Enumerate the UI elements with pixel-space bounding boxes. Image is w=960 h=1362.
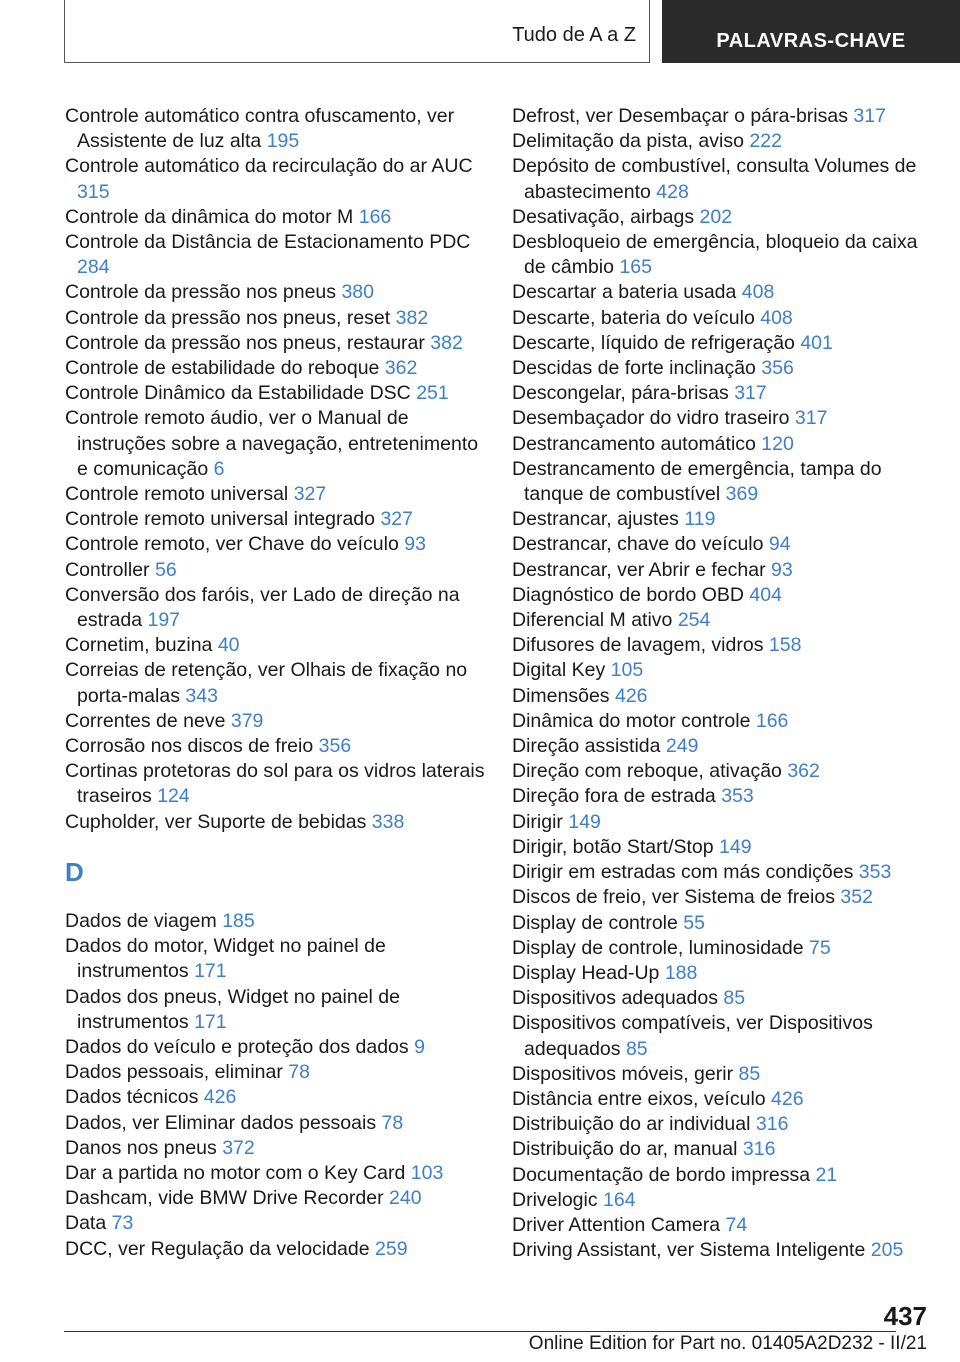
index-entry-page-link[interactable]: 85 <box>723 987 746 1010</box>
index-entry-page-link[interactable]: 9 <box>414 1035 425 1058</box>
index-entry-term: Controle remoto universal <box>65 483 289 506</box>
index-entry-page-link[interactable]: 171 <box>194 960 227 983</box>
index-entry <box>65 558 485 583</box>
index-entry <box>512 936 937 961</box>
index-entry-page-link[interactable]: 404 <box>749 583 782 606</box>
index-entry <box>65 482 485 507</box>
index-entry-page-link[interactable]: 197 <box>147 609 181 632</box>
index-entry-page-link[interactable]: 317 <box>853 105 886 127</box>
index-entry-page-link[interactable]: 254 <box>677 609 711 632</box>
index-entry-term: Dados pessoais, eliminar <box>65 1061 283 1084</box>
index-entry-page-link[interactable]: 78 <box>381 1111 404 1134</box>
index-entry <box>512 759 937 784</box>
index-entry <box>512 1011 937 1061</box>
index-entry-page-link[interactable]: 369 <box>725 483 759 506</box>
index-group-c <box>65 104 485 835</box>
index-entry-term: Desembaçador do vidro traseiro <box>512 407 790 430</box>
index-entry <box>65 658 485 708</box>
index-entry-term: Digital Key <box>512 659 606 682</box>
index-entry-term: Descongelar, pára-brisas <box>512 382 729 405</box>
header-section-title: Tudo de A a Z <box>512 24 636 46</box>
index-entry-term: Display de controle <box>512 911 678 934</box>
index-entry <box>512 1087 937 1112</box>
index-entry-page-link[interactable]: 352 <box>840 886 873 909</box>
index-entry-page-link[interactable]: 317 <box>734 382 767 405</box>
index-entry-page-link[interactable]: 426 <box>771 1087 804 1110</box>
index-entry <box>512 381 937 406</box>
index-entry-page-link[interactable]: 284 <box>77 256 110 279</box>
index-entry <box>65 985 485 1035</box>
index-entry-page-link[interactable]: 251 <box>416 382 449 405</box>
index-entry-term: Desbloqueio de emergência, bloqueio da caixa de câmbio <box>512 231 918 279</box>
index-entry-term: Desativação, airbags <box>512 205 695 228</box>
index-entry <box>65 356 485 381</box>
index-entry-page-link[interactable]: 428 <box>656 180 689 203</box>
index-entry <box>512 558 937 583</box>
index-entry-page-link[interactable]: 40 <box>217 634 240 657</box>
index-entry <box>65 1136 485 1161</box>
index-entry <box>512 633 937 658</box>
index-entry <box>65 1060 485 1085</box>
index-entry-term: Conversão dos faróis, ver Lado de direção na estrada <box>65 583 460 632</box>
index-entry-term: Dirigir <box>512 810 563 833</box>
index-entry-term: Direção com reboque, ativação <box>512 760 782 783</box>
index-entry-page-link[interactable]: 202 <box>699 205 733 228</box>
index-entry-term: Cornetim, buzina <box>65 634 213 657</box>
index-entry-page-link[interactable]: 353 <box>858 861 892 884</box>
index-entry-page-link[interactable]: 317 <box>794 407 828 430</box>
index-entry-page-link[interactable]: 408 <box>760 306 793 329</box>
index-group-d-continued <box>512 104 937 1263</box>
index-entry <box>512 860 937 885</box>
index-entry <box>65 507 485 532</box>
index-entry-term: Controle automático da recirculação do ar AUC <box>65 155 473 178</box>
index-entry-term: Driving Assistant, ver Sistema Inteligente <box>512 1239 866 1262</box>
header-chapter-tab: PALAVRAS-CHAVE <box>662 0 960 63</box>
index-entry-page-link[interactable]: 185 <box>222 909 255 932</box>
index-entry <box>65 331 485 356</box>
index-entry-page-link[interactable]: 21 <box>815 1163 838 1186</box>
index-entry <box>512 784 937 809</box>
index-entry-term: Controle automático contra ofuscamento, ver Assistente de luz alta <box>65 105 455 153</box>
index-entry-term: Difusores de lavagem, vidros <box>512 634 764 657</box>
index-entry-term: Controle remoto áudio, ver o Manual de instruções sobre a navegação, entretenimento e comunicação <box>65 407 479 480</box>
index-entry-term: Controle da pressão nos pneus, restaurar <box>65 331 425 354</box>
index-entry-page-link[interactable]: 315 <box>77 180 110 203</box>
index-entry <box>512 306 937 331</box>
index-entry <box>512 608 937 633</box>
index-entry <box>512 532 937 557</box>
index-entry-page-link[interactable]: 356 <box>318 735 352 758</box>
index-entry-page-link[interactable]: 205 <box>870 1239 904 1262</box>
index-entry-term: Dirigir, botão Start/Stop <box>512 835 714 858</box>
index-entry <box>65 810 485 835</box>
index-entry <box>512 986 937 1011</box>
index-entry-term: Dispositivos adequados <box>512 987 718 1010</box>
index-entry <box>65 909 485 934</box>
index-entry-page-link[interactable]: 380 <box>341 281 374 304</box>
index-entry-term: Dashcam, vide BMW Drive Recorder <box>65 1187 384 1210</box>
index-entry-page-link[interactable]: 149 <box>719 835 752 858</box>
index-entry-term: Dispositivos compatíveis, ver Dispositivos adequados <box>512 1012 873 1060</box>
index-entry <box>65 532 485 557</box>
index-entry-term: Descarte, bateria do veículo <box>512 306 755 329</box>
index-entry <box>512 507 937 532</box>
index-entry-page-link[interactable]: 338 <box>371 810 405 833</box>
index-entry-term: Correias de retenção, ver Olhais de fixação no porta-malas <box>65 659 468 707</box>
index-entry-page-link[interactable]: 362 <box>787 760 820 783</box>
index-entry-page-link[interactable]: 164 <box>603 1188 636 1211</box>
index-entry-page-link[interactable]: 259 <box>375 1237 408 1260</box>
index-entry-term: Controller <box>65 558 150 581</box>
index-entry-page-link[interactable]: 327 <box>380 508 413 531</box>
index-entry <box>512 154 937 204</box>
index-entry-term: Cortinas protetoras do sol para os vidros laterais traseiros <box>65 760 485 808</box>
index-entry-term: Dimensões <box>512 684 610 707</box>
index-entry-page-link[interactable]: 93 <box>771 558 793 581</box>
index-entry-term: Dispositivos móveis, gerir <box>512 1062 734 1085</box>
index-entry <box>512 129 937 154</box>
index-entry <box>65 734 485 759</box>
index-entry <box>512 1137 937 1162</box>
index-entry <box>512 1188 937 1213</box>
index-entry-term: Dinâmica do motor controle <box>512 709 751 732</box>
index-entry <box>65 759 485 809</box>
index-entry-term: Direção fora de estrada <box>512 785 716 808</box>
index-entry-page-link[interactable]: 75 <box>809 936 831 959</box>
index-entry-page-link[interactable]: 85 <box>625 1037 648 1060</box>
index-entry-term: Distribuição do ar individual <box>512 1113 751 1136</box>
index-entry <box>512 734 937 759</box>
index-entry-page-link[interactable]: 124 <box>157 785 190 808</box>
index-entry-page-link[interactable]: 195 <box>266 130 300 153</box>
index-entry-page-link[interactable]: 6 <box>213 457 225 480</box>
index-entry-page-link[interactable]: 188 <box>664 961 698 984</box>
index-entry-term: Diferencial M ativo <box>512 609 673 632</box>
index-entry-page-link[interactable]: 74 <box>725 1213 748 1236</box>
index-entry-term: Descartar a bateria usada <box>512 281 737 304</box>
index-entry-term: Data <box>65 1212 107 1235</box>
index-entry-page-link[interactable]: 94 <box>768 533 791 556</box>
index-entry <box>512 432 937 457</box>
index-entry-term: Delimitação da pista, aviso <box>512 130 744 153</box>
index-entry-page-link[interactable]: 158 <box>768 634 802 657</box>
index-entry-term: Discos de freio, ver Sistema de freios <box>512 886 835 909</box>
index-entry-term: Descidas de forte inclinação <box>512 357 756 380</box>
index-entry-term: Correntes de neve <box>65 709 226 732</box>
index-entry <box>65 306 485 331</box>
index-entry-term: Dados técnicos <box>65 1086 199 1109</box>
index-entry <box>512 1112 937 1137</box>
index-entry-page-link[interactable]: 93 <box>404 533 426 556</box>
index-entry-page-link[interactable]: 85 <box>738 1062 761 1085</box>
index-group-d <box>65 909 485 1262</box>
index-entry-page-link[interactable]: 78 <box>288 1061 310 1084</box>
index-entry-page-link[interactable]: 165 <box>619 256 652 279</box>
index-entry-term: Cupholder, ver Suporte de bebidas <box>65 810 367 833</box>
index-entry-page-link[interactable]: 222 <box>749 130 782 153</box>
index-entry-page-link[interactable]: 408 <box>741 281 775 304</box>
index-entry-term: Destrancar, chave do veículo <box>512 533 764 556</box>
index-entry <box>512 684 937 709</box>
index-entry-page-link[interactable]: 240 <box>389 1187 422 1210</box>
index-entry-term: Destrancar, ver Abrir e fechar <box>512 558 766 581</box>
index-entry-term: Defrost, ver Desembaçar o pára-brisas <box>512 105 848 127</box>
section-letter: D <box>65 856 84 887</box>
index-entry-term: Diagnóstico de bordo OBD <box>512 583 744 606</box>
index-entry-page-link[interactable]: 73 <box>111 1212 134 1235</box>
index-entry-term: Destrancamento de emergência, tampa do tanque de combustível <box>512 457 882 506</box>
index-entry-term: Distribuição do ar, manual <box>512 1138 738 1161</box>
index-entry <box>65 104 485 154</box>
index-entry-term: Corrosão nos discos de freio <box>65 735 314 758</box>
page-number: 437 <box>883 1301 927 1331</box>
index-entry <box>65 154 485 204</box>
index-entry <box>512 911 937 936</box>
index-entry-term: Destrancamento automático <box>512 432 756 455</box>
index-entry-page-link[interactable]: 382 <box>430 331 463 354</box>
index-entry <box>65 709 485 734</box>
index-entry-page-link[interactable]: 426 <box>614 684 648 707</box>
index-entry <box>512 835 937 860</box>
index-entry <box>65 1035 485 1060</box>
index-entry-term: Drivelogic <box>512 1188 598 1211</box>
index-entry-term: Dados dos pneus, Widget no painel de instrumentos <box>65 985 400 1033</box>
index-entry <box>65 381 485 406</box>
index-entry-term: Documentação de bordo impressa <box>512 1163 811 1186</box>
index-entry-term: Dirigir em estradas com más condições <box>512 861 854 884</box>
index-entry <box>512 810 937 835</box>
index-entry-page-link[interactable]: 120 <box>761 432 794 455</box>
index-entry-term: Destrancar, ajustes <box>512 508 679 531</box>
index-entry <box>65 1211 485 1236</box>
index-entry <box>512 356 937 381</box>
index-entry-page-link[interactable]: 327 <box>293 483 327 506</box>
index-entry-term: Controle Dinâmico da Estabilidade DSC <box>65 382 411 405</box>
index-entry-term: Driver Attention Camera <box>512 1213 721 1236</box>
index-entry-page-link[interactable]: 249 <box>665 735 699 758</box>
index-column-left <box>65 104 485 1262</box>
index-entry <box>512 1213 937 1238</box>
index-entry <box>512 205 937 230</box>
index-entry-page-link[interactable]: 379 <box>230 709 264 732</box>
index-entry-page-link[interactable]: 343 <box>185 684 218 707</box>
index-entry-page-link[interactable]: 55 <box>683 911 705 934</box>
index-entry-page-link[interactable]: 382 <box>395 306 429 329</box>
index-entry-page-link[interactable]: 119 <box>684 508 716 531</box>
footer-divider <box>64 1331 896 1332</box>
index-entry-term: Controle remoto universal integrado <box>65 508 376 531</box>
index-entry <box>65 633 485 658</box>
index-entry-page-link[interactable]: 103 <box>410 1161 444 1184</box>
index-entry <box>512 709 937 734</box>
index-entry-page-link[interactable]: 372 <box>222 1136 255 1159</box>
index-entry-term: DCC, ver Regulação da velocidade <box>65 1237 370 1260</box>
index-entry-page-link[interactable]: 171 <box>194 1010 227 1033</box>
index-column-right <box>512 104 937 1263</box>
index-entry-term: Display Head-Up <box>512 961 660 984</box>
index-entry <box>65 1186 485 1211</box>
index-entry-page-link[interactable]: 166 <box>358 205 392 228</box>
index-entry <box>512 1163 937 1188</box>
index-entry <box>512 885 937 910</box>
index-entry-term: Dar a partida no motor com o Key Card <box>65 1161 406 1184</box>
index-entry-term: Distância entre eixos, veículo <box>512 1087 766 1110</box>
index-entry-term: Controle da pressão nos pneus <box>65 281 337 304</box>
index-entry <box>65 934 485 984</box>
index-entry-page-link[interactable]: 149 <box>568 810 601 833</box>
index-entry-page-link[interactable]: 316 <box>742 1138 776 1161</box>
index-entry-term: Controle da Distância de Estacionamento PDC <box>65 231 471 254</box>
index-entry-term: Danos nos pneus <box>65 1136 217 1159</box>
index-entry-term: Controle da pressão nos pneus, reset <box>65 306 391 329</box>
index-entry-term: Dados de viagem <box>65 909 217 932</box>
index-entry <box>512 961 937 986</box>
index-entry-page-link[interactable]: 362 <box>384 357 418 380</box>
index-entry-page-link[interactable]: 356 <box>761 357 794 380</box>
index-entry-page-link[interactable]: 56 <box>154 558 177 581</box>
index-entry <box>512 1238 937 1263</box>
index-entry <box>65 280 485 305</box>
index-entry-term: Descarte, líquido de refrigeração <box>512 331 795 354</box>
index-entry-page-link[interactable]: 401 <box>800 331 833 354</box>
index-entry <box>512 230 937 280</box>
index-entry-page-link[interactable]: 105 <box>610 659 644 682</box>
index-entry <box>512 331 937 356</box>
index-entry <box>512 583 937 608</box>
index-entry <box>65 1237 485 1262</box>
index-entry <box>512 280 937 305</box>
index-entry <box>65 205 485 230</box>
index-entry <box>512 658 937 683</box>
index-entry-term: Dados do veículo e proteção dos dados <box>65 1035 409 1058</box>
index-entry <box>65 1161 485 1186</box>
index-entry <box>65 1085 485 1110</box>
index-entry-term: Controle da dinâmica do motor M <box>65 205 354 228</box>
index-entry <box>512 104 937 129</box>
index-entry-page-link[interactable]: 426 <box>203 1086 237 1109</box>
index-entry-term: Depósito de combustível, consulta Volumes de abastecimento <box>512 155 917 203</box>
index-entry <box>65 406 485 482</box>
index-entry-term: Dados do motor, Widget no painel de instrumentos <box>65 935 386 983</box>
footer-edition: Online Edition for Part no. 01405A2D232 - II/21 <box>528 1333 927 1354</box>
index-entry-term: Controle remoto, ver Chave do veículo <box>65 533 399 556</box>
index-entry-term: Dados, ver Eliminar dados pessoais <box>65 1111 377 1134</box>
index-entry-term: Display de controle, luminosidade <box>512 936 804 959</box>
index-entry <box>512 457 937 507</box>
index-entry <box>65 230 485 280</box>
index-entry <box>512 1062 937 1087</box>
index-entry-page-link[interactable]: 166 <box>755 709 789 732</box>
index-entry <box>65 1111 485 1136</box>
index-entry-term: Direção assistida <box>512 735 661 758</box>
index-entry <box>512 406 937 431</box>
index-entry-page-link[interactable]: 316 <box>755 1113 789 1136</box>
index-entry-term: Controle de estabilidade do reboque <box>65 357 380 380</box>
index-entry-page-link[interactable]: 353 <box>721 785 754 808</box>
index-entry <box>65 583 485 633</box>
